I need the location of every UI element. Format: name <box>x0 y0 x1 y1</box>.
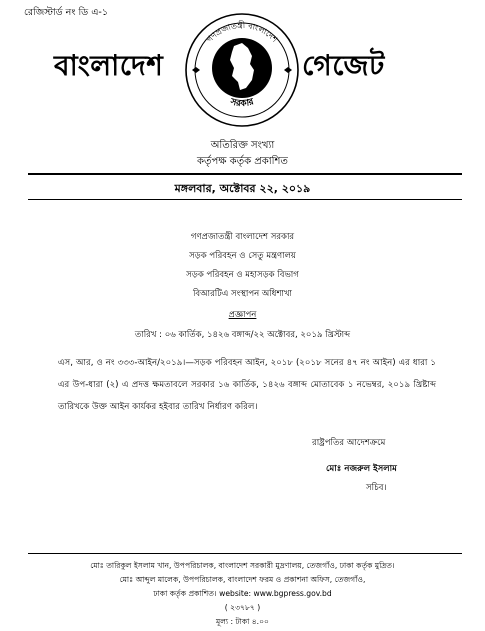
registration-number: রেজিস্টার্ড নং ডি এ-১ <box>24 7 109 18</box>
government-seal-icon <box>182 10 302 130</box>
masthead-left: বাংলাদেশ <box>54 49 164 82</box>
signature-order: রাষ্ট্রপতির আদেশক্রমে <box>312 438 386 448</box>
masthead-right: গেজেট <box>302 49 385 82</box>
extraordinary-issue: অতিরিক্ত সংখ্যা <box>210 140 275 151</box>
signatory-title: সচিব। <box>366 483 387 493</box>
footer-price: মূল্য : টাকা ৪.০০ <box>216 617 269 626</box>
footer-printer: মোঃ তারিকুল ইসলাম খান, উপপরিচালক, বাংলাদেশ সরকারী মুদ্রণালয়, তেজগাঁও, ঢাকা কর্তৃক মুদ্রিত। <box>90 561 395 570</box>
issuer-ministry: সড়ক পরিবহন ও সেতু মন্ত্রণালয় <box>189 251 296 261</box>
footer-rule <box>28 553 462 554</box>
issuer-government: গণপ্রজাতন্ত্রী বাংলাদেশ সরকার <box>190 232 295 242</box>
gazette-date: মঙ্গলবার, অক্টোবর ২২, ২০১৯ <box>174 182 311 195</box>
footer-publisher: মোঃ আব্দুল মালেক, উপপরিচালক, বাংলাদেশ ফরম ও প্রকাশনা অফিস, তেজগাঁও, <box>119 575 366 584</box>
published-by-authority: কর্তৃপক্ষ কর্তৃক প্রকাশিত <box>197 156 288 167</box>
notice-title: প্রজ্ঞাপন <box>228 310 257 320</box>
svg-text:সরকার <box>228 97 256 109</box>
seal-top-text: গণপ্রজাতন্ত্রী বাংলাদেশ <box>204 20 280 45</box>
date-rule-top <box>28 173 462 175</box>
issuer-division: সড়ক পরিবহন ও মহাসড়ক বিভাগ <box>186 270 299 280</box>
footer-serial: ( ২৩৭৮৭ ) <box>224 603 261 612</box>
seal-bottom-text: সরকার <box>228 97 256 110</box>
issuer-section: বিআরটিএ সংস্থাপন অধিশাখা <box>193 289 292 299</box>
footer-website: ঢাকা কর্তৃক প্রকাশিত। website: www.bgpress.gov.bd <box>153 589 332 598</box>
notice-date: তারিখ : ০৬ কার্তিক, ১৪২৬ বঙ্গাব্দ/২২ অক্টোবর, ২০১৯ খ্রিস্টাব্দ <box>134 330 351 340</box>
signatory-name: মোঃ নজরুল ইসলাম <box>326 464 397 474</box>
notice-body: এস, আর, ও নং ৩৩৩-আইন/২০১৯।—সড়ক পরিবহন আইন, ২০১৮ (২০১৮ সনের ৪৭ নং আইন) এর ধারা ১ এর উপ-ধারা (২) এ প্রদত্ত ক্ষমতাবলে সরকার ১৬ কার্তিক, ১৪২৬ বঙ্গাব্দ মোতাবেক ১ নভেম্বর, ২০১৯ খ্রিষ্টাব্দ তারিখকে উক্ত আইন কার্যকর হইবার তারিখ নির্ধারণ করিল। <box>58 358 436 412</box>
date-rule-bottom <box>28 199 462 200</box>
